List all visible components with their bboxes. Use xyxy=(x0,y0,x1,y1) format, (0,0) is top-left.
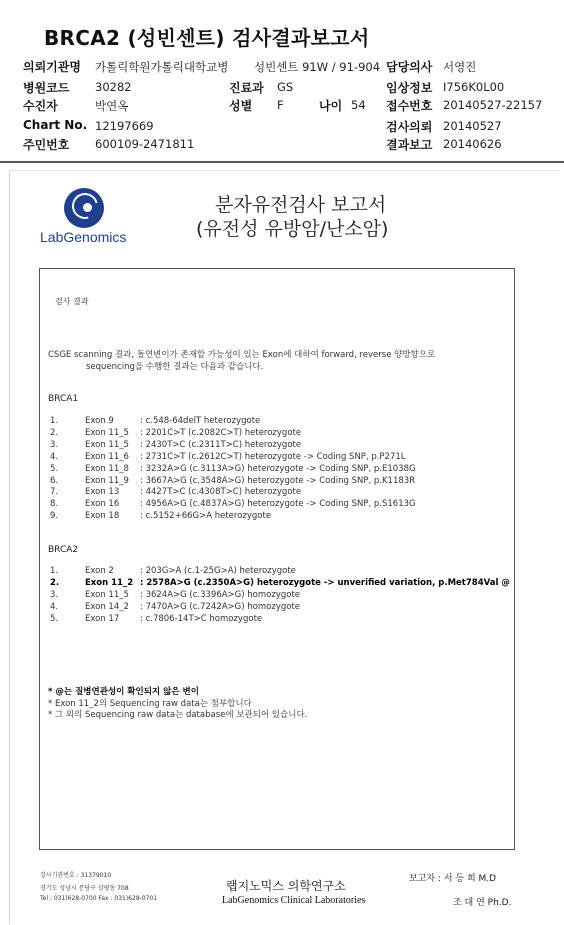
value-age: 54 xyxy=(351,98,366,112)
lab-name-korean: 랩지노믹스 의학연구소 xyxy=(226,879,346,893)
label-result-report: 결과보고 xyxy=(386,138,433,152)
header-divider xyxy=(0,161,564,163)
value-result-report: 20140626 xyxy=(443,137,502,151)
value-receipt-no: 20140527-22157 xyxy=(443,98,543,112)
note-attached: * Exon 11_2의 Sequencing raw data는 첨부합니다 xyxy=(48,699,252,709)
value-resident-no: 600109-2471811 xyxy=(95,137,195,151)
brca1-row-num: 5. xyxy=(50,464,59,474)
brca1-row-desc: : 3232A>G (c.3113A>G) heterozygote -> Coding SNP, p.E1038G xyxy=(140,464,416,474)
brca1-row-exon: Exon 11_9 xyxy=(85,476,129,486)
brca2-row-exon: Exon 2 xyxy=(85,566,114,576)
brca2-row-exon: Exon 14_2 xyxy=(85,602,129,612)
brca2-row-exon: Exon 11_2 xyxy=(85,578,134,588)
brca1-row-desc: : c.5152+66G>A heterozygote xyxy=(140,511,272,521)
brca1-row-num: 7. xyxy=(50,487,59,497)
label-requesting-institution: 의뢰기관명 xyxy=(23,60,81,74)
section-label: 검사 결과 xyxy=(55,297,89,306)
value-requesting-institution: 가톨릭학원가톨릭대학교병 xyxy=(95,60,229,74)
brca2-row-desc: : 2578A>G (c.2350A>G) heterozygote -> unverified variation, p.Met784Val @ xyxy=(140,578,510,588)
brca2-title: BRCA2 xyxy=(48,545,79,555)
brca2-row-num: 1. xyxy=(50,566,59,576)
brca1-row-desc: : 2201C>T (c.2082C>T) heterozygote xyxy=(140,428,302,438)
brca1-row-desc: : 4956A>G (c.4837A>G) heterozygote -> Coding SNP, p.S1613G xyxy=(140,499,416,509)
note-unverified: * @는 질병연관성이 확인되지 않은 변이 xyxy=(48,687,199,697)
intro-line-2: sequencing을 수행한 결과는 다음과 같습니다. xyxy=(86,362,264,372)
director: 조 대 연 Ph.D. xyxy=(453,898,512,908)
label-resident-no: 주민번호 xyxy=(23,138,70,152)
brca1-row-exon: Exon 11_5 xyxy=(85,440,129,450)
brca2-row-num: 3. xyxy=(50,590,59,600)
brca2-row-num: 4. xyxy=(50,602,59,612)
brca2-row-desc: : c.7806-14T>C homozygote xyxy=(140,614,263,624)
brca1-row-exon: Exon 16 xyxy=(85,499,120,509)
brca1-row-exon: Exon 18 xyxy=(85,511,120,521)
report-subtitle: (유전성 유방암/난소암) xyxy=(196,218,389,240)
report-header-title: BRCA2 (성빈센트) 검사결과보고서 xyxy=(44,26,370,50)
report-title: 분자유전검사 보고서 xyxy=(215,194,387,216)
brca2-row-desc: : 203G>A (c.1-25G>A) heterozygote xyxy=(140,566,296,576)
brca2-row-num: 5. xyxy=(50,614,59,624)
brca1-row-num: 1. xyxy=(50,416,59,426)
label-age: 나이 xyxy=(319,99,343,113)
brca1-row-num: 2. xyxy=(50,428,59,438)
brca1-row-num: 9. xyxy=(50,511,59,521)
brca1-row-desc: : c.548-64delT heterozygote xyxy=(140,416,261,426)
value-physician: 서영진 xyxy=(443,60,477,74)
value-chart-no: 12197669 xyxy=(95,119,154,133)
label-hospital-code: 병원코드 xyxy=(23,81,70,95)
brca2-row-desc: : 3624A>G (c.3396A>G) homozygote xyxy=(140,590,301,600)
footer-address: 경기도 성남시 분당구 삼평동 708 xyxy=(40,885,129,892)
logo-dot-icon xyxy=(83,203,92,212)
brca1-row-num: 6. xyxy=(50,476,59,486)
label-sex: 성별 xyxy=(229,99,253,113)
brca1-row-desc: : 2430T>C (c.2311T>C) heterozygote xyxy=(140,440,302,450)
brca1-row-desc: : 4427T>C (c.4308T>C) heterozygote xyxy=(140,487,302,497)
brca1-row-exon: Exon 11_5 xyxy=(85,428,129,438)
brca2-row-num: 2. xyxy=(50,578,60,588)
brca1-row-desc: : 2731C>T (c.2612C>T) heterozygote -> Coding SNP, p.P271L xyxy=(140,452,406,462)
label-clinical-info: 임상정보 xyxy=(386,81,433,95)
brca2-row-desc: : 7470A>G (c.7242A>G) homozygote xyxy=(140,602,301,612)
label-chart-no: Chart No. xyxy=(23,118,88,132)
footer-phone: Tel : 031)628-0700 Fax : 031)628-0701 xyxy=(40,895,158,902)
brca2-row-exon: Exon 17 xyxy=(85,614,120,624)
value-department-ward: 성빈센트 91W / 91-904 xyxy=(254,60,381,74)
value-sex: F xyxy=(277,98,284,112)
brca1-row-exon: Exon 11_8 xyxy=(85,464,129,474)
footer-institution-no: 검사기관번호 : 31379010 xyxy=(40,872,112,879)
reporter: 보고자 : 서 등 희 M.D xyxy=(409,874,497,884)
value-patient: 박연옥 xyxy=(95,99,129,113)
value-test-request: 20140527 xyxy=(443,119,502,133)
label-clinic-dept: 진료과 xyxy=(229,81,264,95)
value-clinical-info: I756K0L00 xyxy=(443,80,505,94)
brca1-row-num: 8. xyxy=(50,499,59,509)
label-patient: 수진자 xyxy=(23,99,58,113)
brca1-row-num: 4. xyxy=(50,452,59,462)
brca1-row-exon: Exon 13 xyxy=(85,487,120,497)
brca1-row-exon: Exon 9 xyxy=(85,416,114,426)
logo-text: LabGenomics xyxy=(40,229,127,245)
brca1-title: BRCA1 xyxy=(48,394,79,404)
brca1-row-exon: Exon 11_6 xyxy=(85,452,129,462)
brca2-row-exon: Exon 11_5 xyxy=(85,590,129,600)
brca1-row-num: 3. xyxy=(50,440,59,450)
label-test-request: 검사의뢰 xyxy=(386,120,433,134)
lab-name-english: LabGenomics Clinical Laboratories xyxy=(222,895,366,906)
label-receipt-no: 접수번호 xyxy=(386,99,433,113)
intro-line-1: CSGE scanning 결과, 돌연변이가 존재할 가능성이 있는 Exon에 대하여 forward, reverse 양방향으로 xyxy=(48,350,436,360)
label-physician: 담당의사 xyxy=(386,60,433,74)
brca1-row-desc: : 3667A>G (c.3548A>G) heterozygote -> Coding SNP, p.K1183R xyxy=(140,476,416,486)
note-database: * 그 외의 Sequencing raw data는 database에 보관되어 있습니다. xyxy=(48,710,308,720)
value-hospital-code: 30282 xyxy=(95,80,132,94)
value-clinic-dept: GS xyxy=(277,80,294,94)
